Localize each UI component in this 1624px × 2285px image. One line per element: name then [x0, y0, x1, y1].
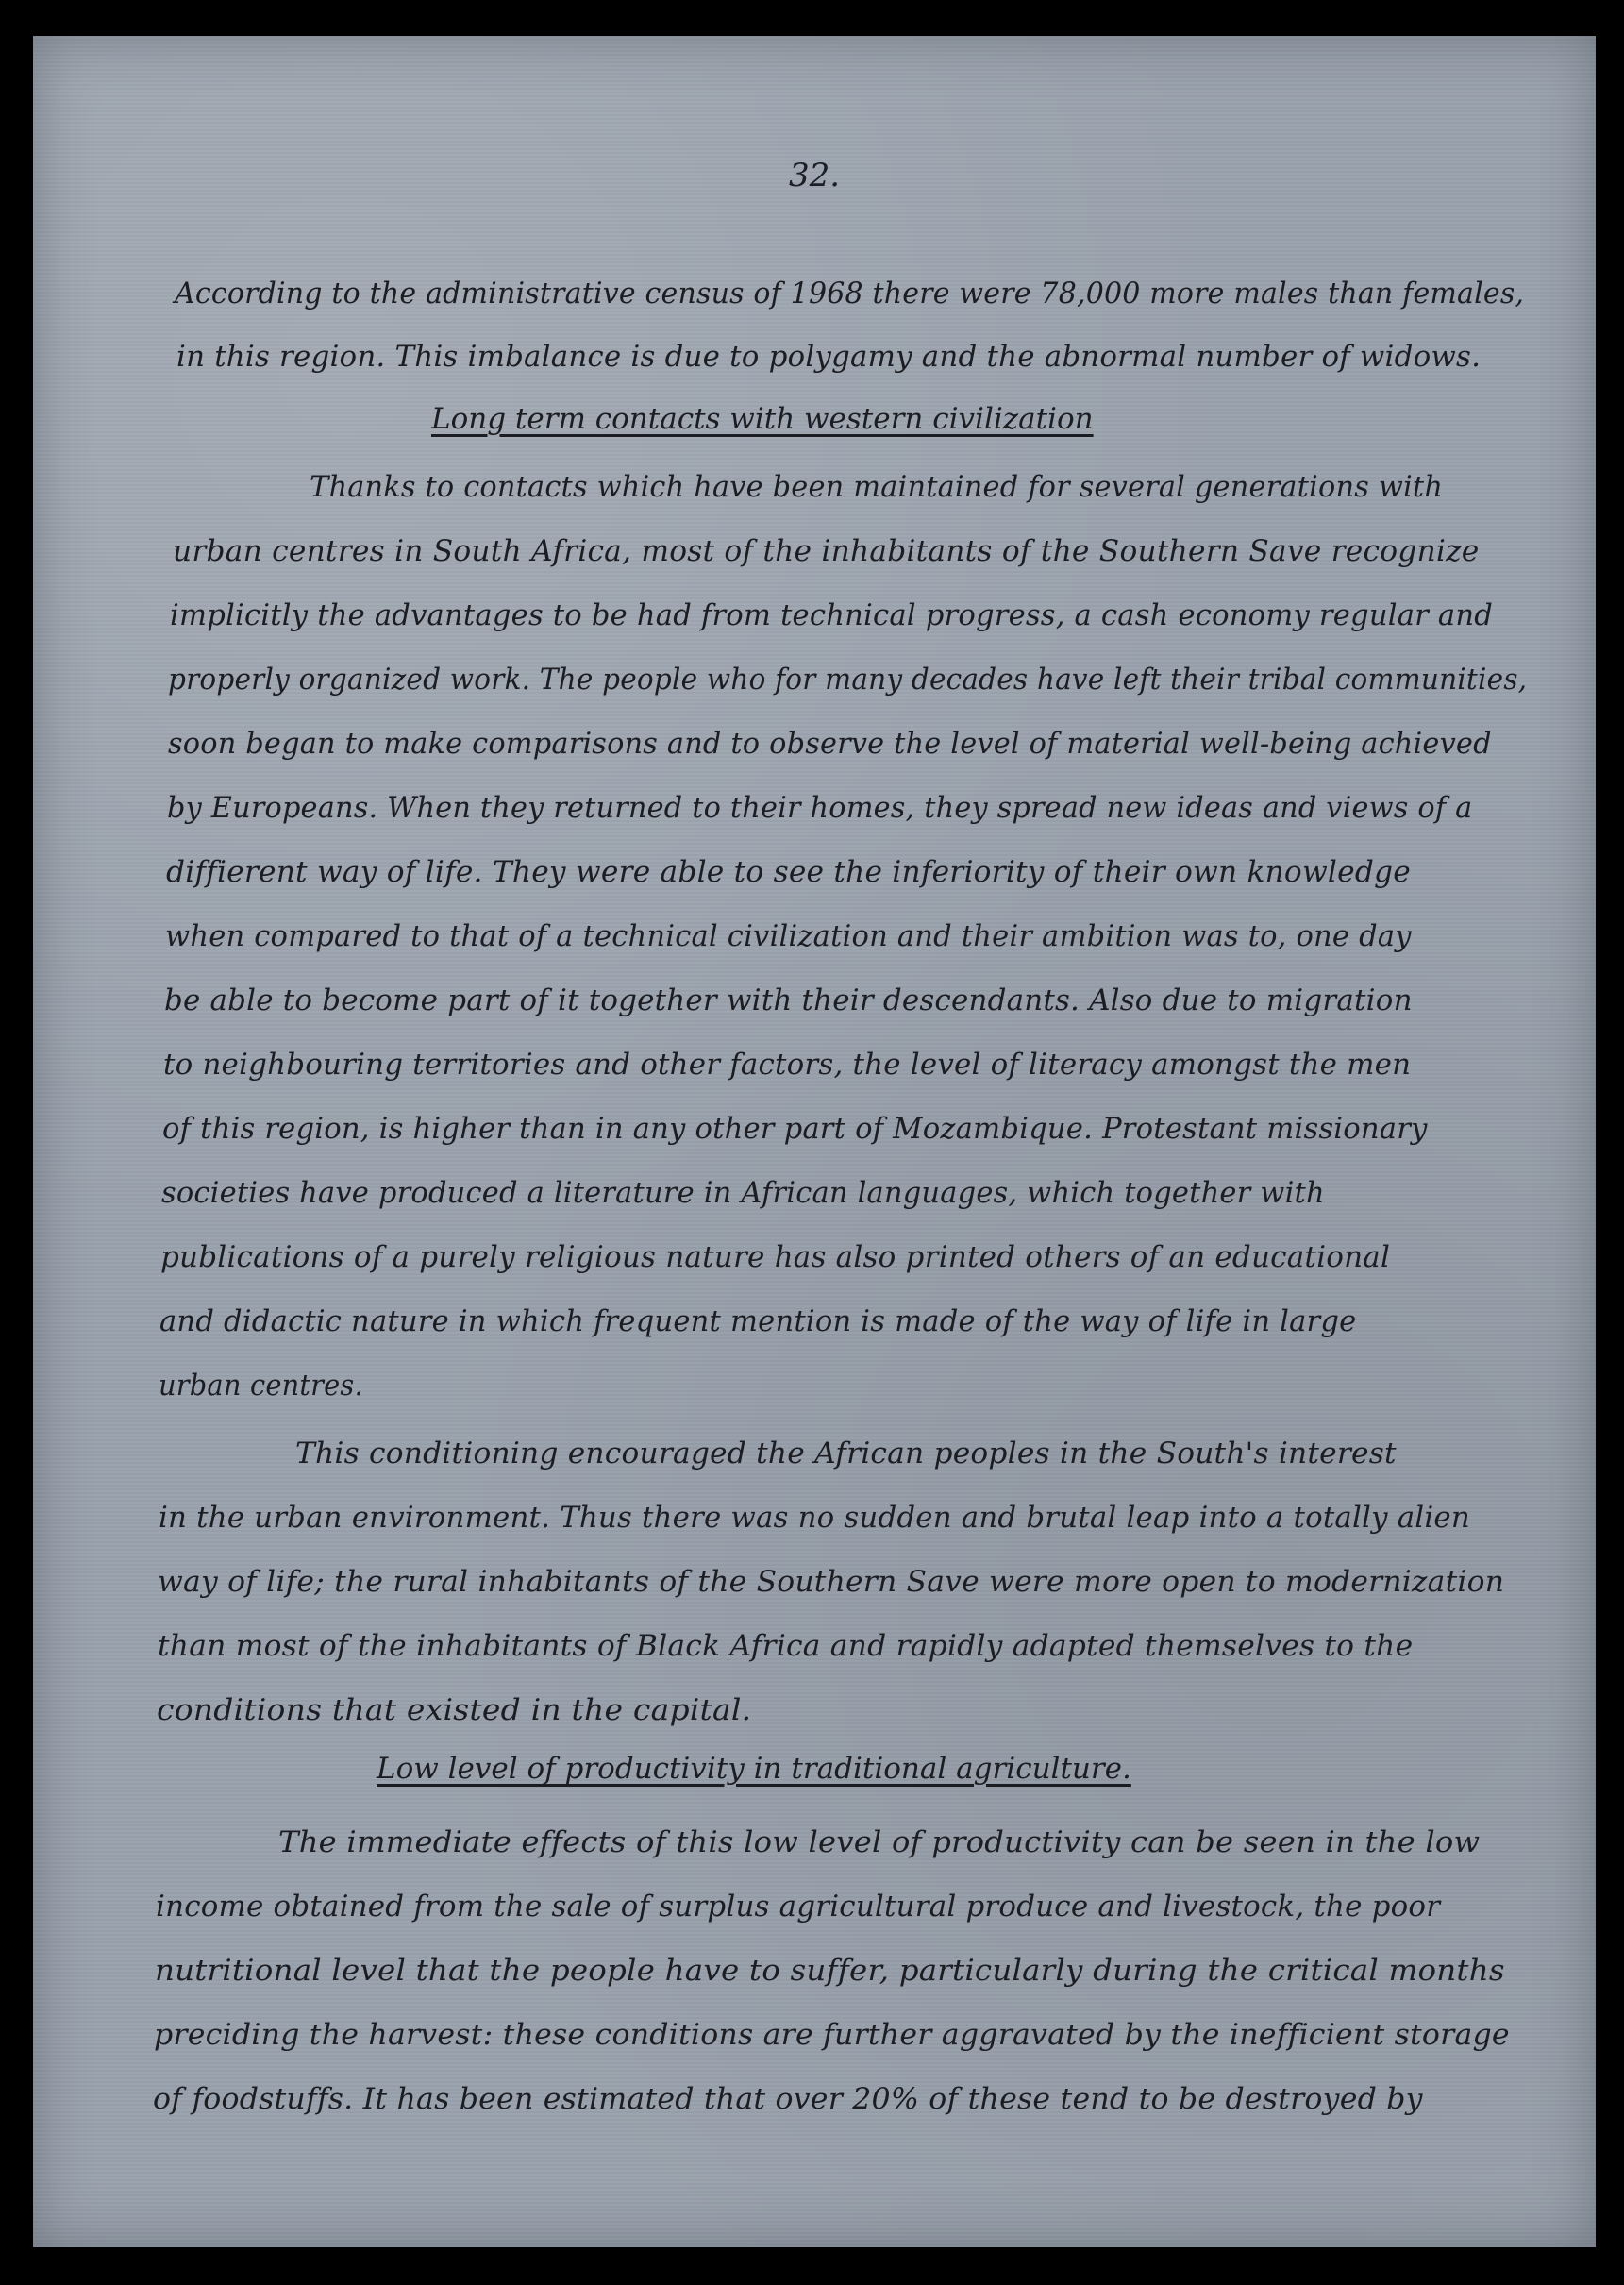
text-line: to neighbouring territories and other factors, the level of literacy amongst the men [163, 1048, 1412, 1082]
text-line: According to the administrative census of 1968 there were 78,000 more males than females, [175, 277, 1525, 311]
text-line: than most of the inhabitants of Black Africa and rapidly adapted themselves to the [158, 1629, 1414, 1663]
text-line: of this region, is higher than in any other part of Mozambique. Protestant missionary [162, 1112, 1428, 1146]
text-line: in this region. This imbalance is due to polygamy and the abnormal number of widows. [176, 340, 1482, 374]
text-line: urban centres. [159, 1369, 363, 1403]
section-heading: Long term contacts with western civilization [431, 402, 1094, 436]
document-page [33, 36, 1596, 2247]
text-line: and didactic nature in which frequent mention is made of the way of life in large [159, 1304, 1357, 1338]
text-line: Thanks to contacts which have been maintained for several generations with [310, 470, 1444, 504]
text-line: way of life; the rural inhabitants of the Southern Save were more open to modernization [158, 1565, 1505, 1599]
text-line: urban centres in South Africa, most of the inhabitants of the Southern Save recognize [173, 534, 1480, 568]
page-number: 32. [788, 157, 841, 194]
text-line: This conditioning encouraged the African peoples in the South's interest [295, 1437, 1397, 1470]
text-line: nutritional level that the people have to suffer, particularly during the critical months [155, 1954, 1505, 1988]
text-line: preciding the harvest: these conditions are further aggravated by the inefficient storage [154, 2018, 1510, 2052]
text-line: of foodstuffs. It has been estimated that over 20% of these tend to be destroyed by [153, 2082, 1423, 2116]
text-line: by Europeans. When they returned to their homes, they spread new ideas and views of a [167, 791, 1473, 825]
text-line: soon began to make comparisons and to observe the level of material well-being achieved [168, 727, 1492, 761]
text-line: implicitly the advantages to be had from technical progress, a cash economy regular and [170, 598, 1494, 632]
text-line: conditions that existed in the capital. [157, 1693, 752, 1727]
section-heading: Low level of productivity in traditional agriculture. [377, 1752, 1131, 1786]
text-line: income obtained from the sale of surplus agricultural produce and livestock, the poor [156, 1890, 1441, 1924]
text-line: be able to become part of it together with their descendants. Also due to migration [164, 983, 1413, 1017]
text-line: diffierent way of life. They were able to see the inferiority of their own knowledge [166, 855, 1411, 889]
text-line: in the urban environment. Thus there was no sudden and brutal leap into a totally alien [159, 1501, 1470, 1535]
text-line: societies have produced a literature in African languages, which together with [161, 1176, 1325, 1210]
text-line: properly organized work. The people who for many decades have left their tribal communities, [168, 663, 1528, 697]
text-line: when compared to that of a technical civilization and their ambition was to, one day [165, 919, 1412, 953]
text-line: publications of a purely religious nature has also printed others of an educational [160, 1240, 1391, 1274]
text-line: The immediate effects of this low level of productivity can be seen in the low [278, 1825, 1481, 1859]
